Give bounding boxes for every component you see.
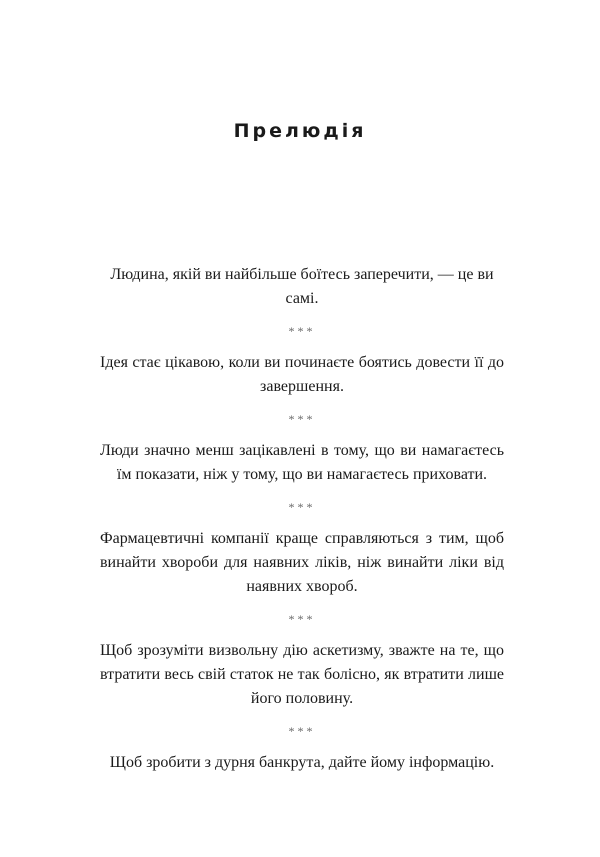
section-separator: *** — [288, 724, 316, 738]
section-separator: *** — [288, 412, 316, 426]
aphorism-6: Щоб зробити з дурня банкрута, дайте йому інформацію. — [109, 754, 495, 771]
aphorism-1: Людина, якій ви найбільше боїтесь заперечити, — це ви самі. — [110, 266, 494, 307]
page-title: Прелюдія — [233, 120, 367, 142]
section-separator: *** — [288, 612, 316, 626]
aphorism-2: Ідея стає цікавою, коли ви починаєте боятись довести її до завершення. — [100, 354, 504, 395]
section-separator: *** — [288, 500, 316, 514]
section-separator: *** — [288, 324, 316, 338]
aphorism-5: Щоб зрозуміти визвольну дію аскетизму, зважте на те, що втратити весь свій статок не так болісно, як втратити лише його половину. — [100, 642, 504, 707]
aphorism-3: Люди значно менш зацікавлені в тому, що ви намагаєтесь їм показати, ніж у тому, що ви намагаєтесь приховати. — [100, 442, 504, 483]
aphorism-4: Фармацевтичні компанії краще справляються з тим, щоб винайти хвороби для наявних ліків, ніж винайти ліки від наявних хвороб. — [100, 530, 504, 595]
aphorism-list — [100, 263, 504, 775]
